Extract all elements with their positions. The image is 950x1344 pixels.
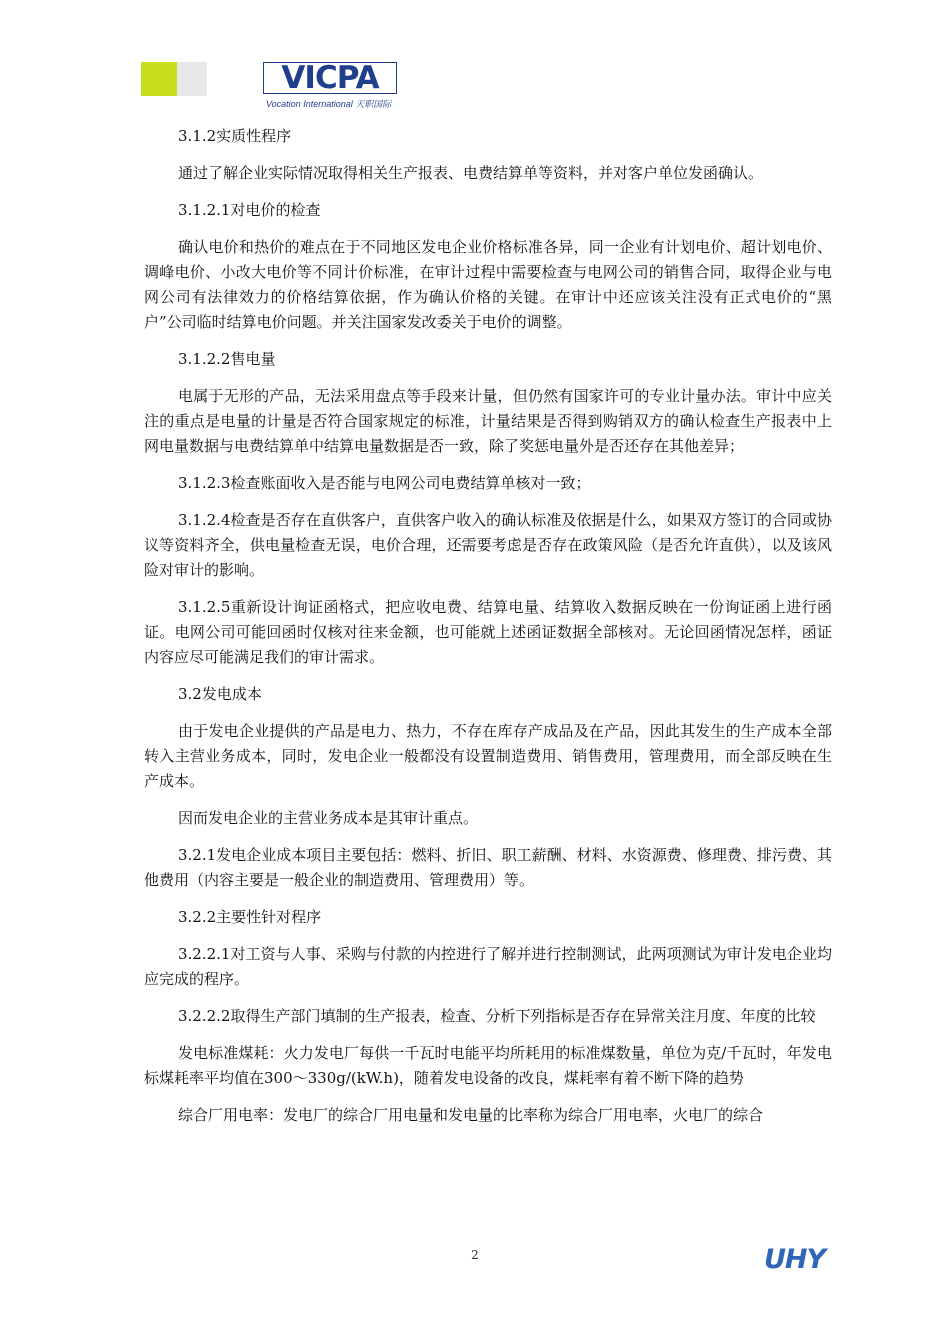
page-header [0, 0, 950, 115]
paragraph: 确认电价和热价的难点在于不同地区发电企业价格标准各异，同一企业有计划电价、超计划电价、调峰电价、小改大电价等不同计价标准，在审计过程中需要检查与电网公司的销售合同，取得企业与电网公司有法律效力的价格结算依据，作为确认价格的关键。在审计中还应该关注没有正式电价的“黑户”公司临时结算电价问题。并关注国家发改委关于电价的调整。 [144, 238, 832, 331]
section-heading-3-2: 3.2发电成本 [178, 685, 262, 703]
paragraph: 3.1.2.4检查是否存在直供客户，直供客户收入的确认标准及依据是什么，如果双方签订的合同或协议等资料齐全，供电量检查无误，电价合理，还需要考虑是否存在政策风险（是否允许直供），以及该风险对审计的影响。 [144, 511, 832, 579]
paragraph: 电属于无形的产品，无法采用盘点等手段来计量，但仍然有国家许可的专业计量办法。审计中应关注的重点是电量的计量是否符合国家规定的标准，计量结果是否得到购销双方的确认检查生产报表中上网电量数据与电费结算单中结算电量数据是否一致，除了奖惩电量外是否还存在其他差异； [144, 387, 832, 455]
grey-square-decoration [177, 62, 207, 96]
document-body [144, 124, 832, 1140]
paragraph: 3.1.2.3检查账面收入是否能与电网公司电费结算单核对一致； [178, 474, 591, 492]
section-heading-3-1-2: 3.1.2实质性程序 [178, 127, 292, 145]
green-square-decoration [141, 62, 177, 96]
paragraph: 3.2.2.2取得生产部门填制的生产报表，检查、分析下列指标是否存在异常关注月度、年度的比较 [178, 1007, 816, 1025]
paragraph: 综合厂用电率：发电厂的综合厂用电量和发电量的比率称为综合厂用电率，火电厂的综合 [178, 1106, 764, 1124]
section-heading-3-1-2-1: 3.1.2.1对电价的检查 [178, 201, 321, 219]
paragraph: 发电标准煤耗：火力发电厂每供一千瓦时电能平均所耗用的标准煤数量，单位为克/千瓦时，年发电标煤耗率平均值在300～330g/(kW.h)，随着发电设备的改良，煤耗率有着不断下降的趋势 [144, 1044, 832, 1087]
paragraph: 因而发电企业的主营业务成本是其审计重点。 [178, 809, 479, 827]
paragraph: 由于发电企业提供的产品是电力、热力，不存在库存产成品及在产品，因此其发生的生产成本全部转入主营业务成本，同时，发电企业一般都没有设置制造费用、销售费用，管理费用，而全部反映在生产成本。 [144, 722, 832, 790]
uhy-logo: UHY [764, 1244, 826, 1275]
paragraph: 3.2.2.1对工资与人事、采购与付款的内控进行了解并进行控制测试，此两项测试为审计发电企业均应完成的程序。 [144, 945, 832, 988]
vicpa-logo-text: VICPA [281, 60, 379, 96]
vicpa-logo [263, 62, 399, 110]
section-heading-3-2-2: 3.2.2主要性针对程序 [178, 908, 322, 926]
section-heading-3-1-2-2: 3.1.2.2售电量 [178, 350, 276, 368]
paragraph: 3.2.1发电企业成本项目主要包括：燃料、折旧、职工薪酬、材料、水资源费、修理费、排污费、其他费用（内容主要是一般企业的制造费用、管理费用）等。 [144, 846, 832, 889]
vicpa-logo-subtitle: Vocation International 天职国际 [266, 99, 392, 109]
paragraph: 3.1.2.5重新设计询证函格式，把应收电费、结算电量、结算收入数据反映在一份询证函上进行函证。电网公司可能回函时仅核对往来金额，也可能就上述函证数据全部核对。无论回函情况怎样，函证内容应尽可能满足我们的审计需求。 [144, 598, 832, 666]
paragraph: 通过了解企业实际情况取得相关生产报表、电费结算单等资料，并对客户单位发函确认。 [178, 164, 764, 182]
page-number: 2 [471, 1248, 479, 1262]
